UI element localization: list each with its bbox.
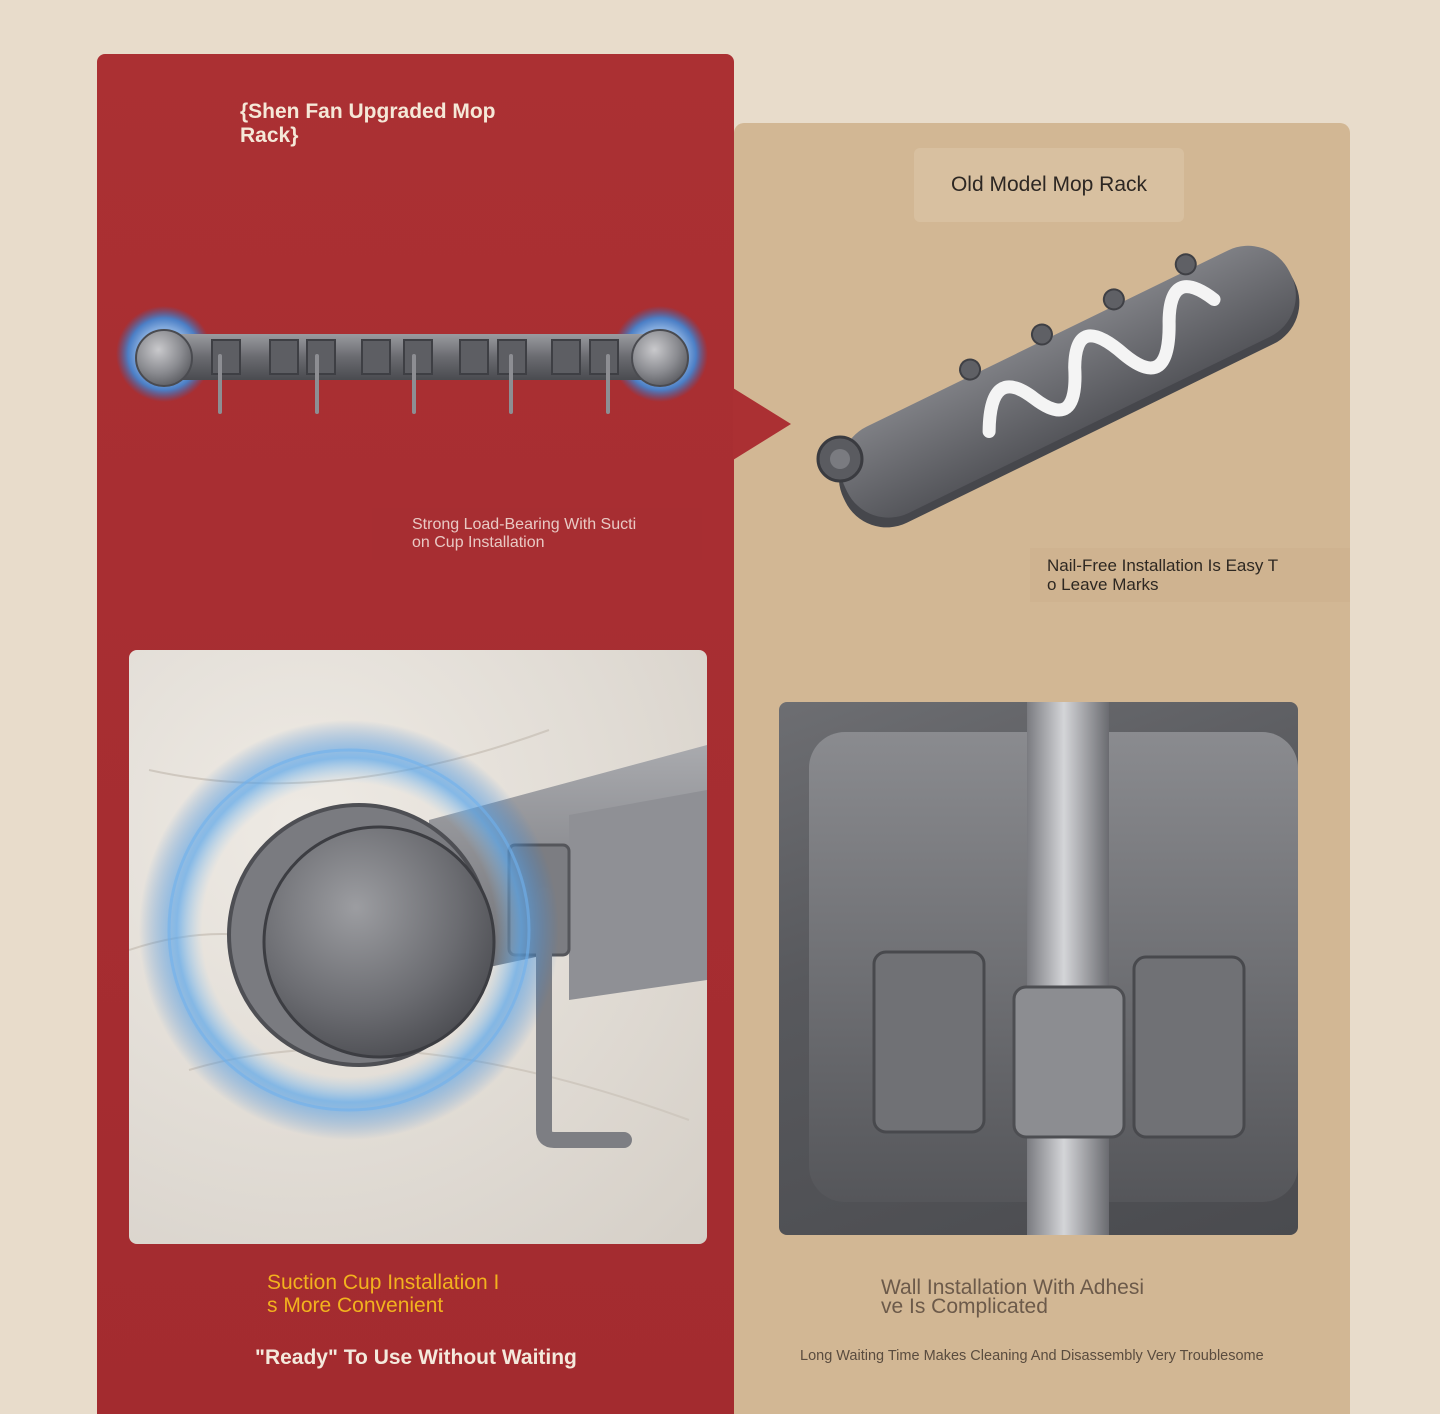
suction-install-note: Suction Cup Installation I s More Convenient bbox=[267, 1271, 500, 1317]
old-rack-title: Old Model Mop Rack bbox=[914, 148, 1184, 222]
upgraded-rack-feature-caption: Strong Load-Bearing With Sucti on Cup Installation bbox=[372, 508, 702, 560]
old-rack-image bbox=[810, 222, 1325, 547]
waiting-time-note: Long Waiting Time Makes Cleaning And Disassembly Very Troublesome bbox=[800, 1348, 1264, 1364]
ready-to-use-note: "Ready" To Use Without Waiting bbox=[255, 1346, 577, 1369]
adhesive-mount-photo bbox=[779, 702, 1298, 1235]
upgraded-rack-title: {Shen Fan Upgraded Mop Rack} bbox=[240, 100, 496, 147]
adhesive-install-note: Wall Installation With Adhesi ve Is Complicated bbox=[881, 1276, 1145, 1318]
comparison-pointer bbox=[733, 388, 791, 460]
suction-cup-photo bbox=[129, 650, 707, 1244]
upgraded-rack-image bbox=[112, 296, 712, 422]
old-rack-feature-caption: Nail-Free Installation Is Easy T o Leave Marks bbox=[1030, 548, 1350, 602]
